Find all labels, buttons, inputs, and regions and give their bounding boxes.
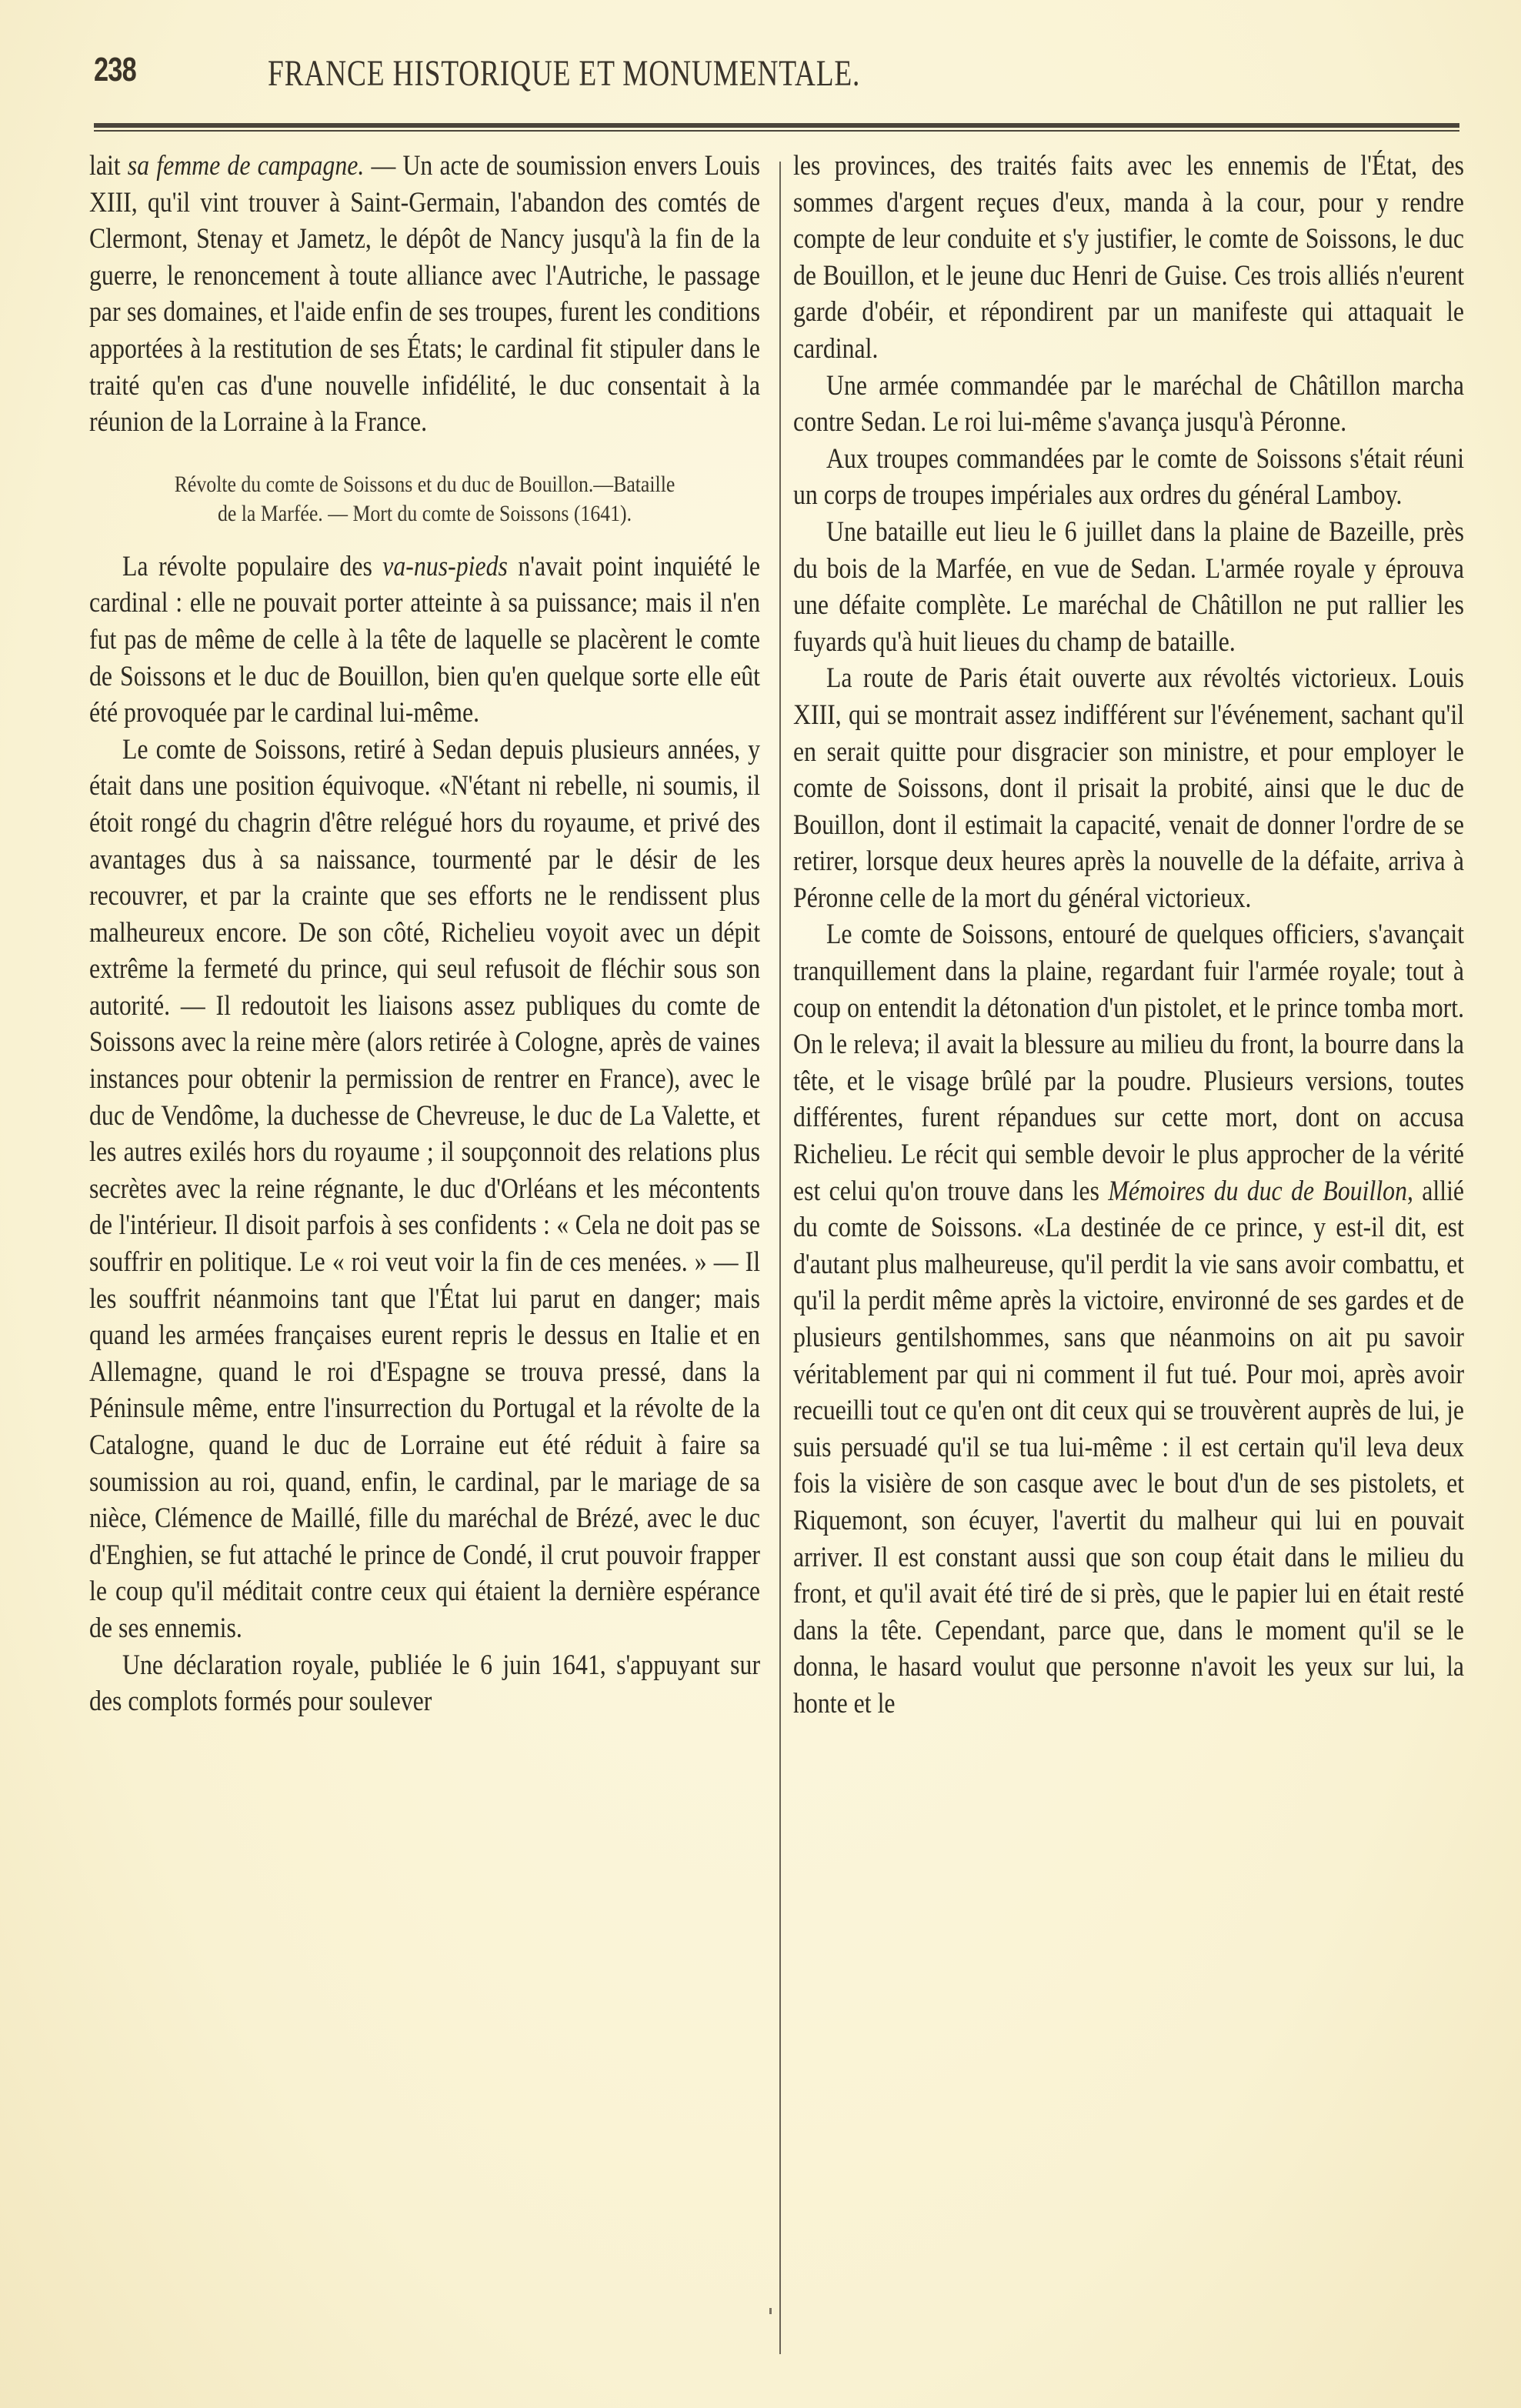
paragraph: Le comte de Soissons, retiré à Sedan depuis plusieurs années, y était dans une position équivoque. «N'étant ni rebelle, ni soumis, il étoit rongé du chagrin d'être relégué hors du royaume, et privé des avantages dus à sa naissance, tourmenté par le désir de les recouvrer, et par la crainte que ses efforts ne le rendissent plus malheureux encore. De son côté, Richelieu voyoit avec un dépit extrême la fermeté du prince, qui seul refusoit de fléchir sous son autorité. — Il redoutoit les liaisons assez publiques du comte de Soissons avec la reine mère (alors retirée à Cologne, après de vaines instances pour obtenir la permission de rentrer en France), avec le duc de Vendôme, la duchesse de Chevreuse, le duc de La Valette, et les autres exilés hors du royaume ; il soupçonnoit des relations plus secrètes avec la reine régnante, le duc d'Orléans et les mécontents de l'intérieur. Il disoit parfois à ses confidents : « Cela ne doit pas se souffrir en politique. Le « roi veut voir la fin de ces menées. » — Il les souffrit néanmoins tant que l'État lui parut en danger; mais quand les armées françaises eurent repris le dessus en Italie et en Allemagne, quand le roi d'Espagne se trouva pressé, dans la Péninsule même, entre l'insurrection du Portugal et la révolte de la Catalogne, quand le duc de Lorraine eut été réduit à faire sa soumission au roi, quand, enfin, le cardinal, par le mariage de sa nièce, Clémence de Maillé, fille du maréchal de Brézé, avec le duc d'Enghien, se fut attaché le prince de Condé, il crut pouvoir frapper le coup qu'il méditait contre ceux qui étaient la dernière espérance de ses ennemis.	[89, 733, 761, 1644]
column-divider	[779, 162, 781, 2354]
text-run: La révolte populaire des	[122, 550, 383, 582]
paragraph: Une armée commandée par le maréchal de Châtillon marcha contre Sedan. Le roi lui-même s'avança jusqu'à Péronne.	[793, 369, 1465, 439]
italic-phrase: va-nus-pieds	[382, 550, 508, 582]
header-rule	[94, 123, 1459, 132]
paragraph: les provinces, des traités faits avec les ennemis de l'État, des sommes d'argent reçues d'eux, manda à la cour, pour y rendre compte de leur conduite et s'y justifier, le comte de Soissons, le duc de Bouillon, et le jeune duc Henri de Guise. Ces trois alliés n'eurent garde d'obéir, et répondirent par un manifeste qui attaquait le cardinal.	[793, 150, 1465, 365]
section-heading-line: Révolte du comte de Soissons et du duc de Bouillon.—Bataille	[174, 471, 675, 497]
header-rule-thick	[94, 123, 1459, 128]
header-rule-thin	[94, 130, 1459, 132]
paragraph	[793, 916, 1464, 1722]
paragraph: Une déclaration royale, publiée le 6 juin 1641, s'appuyant sur des complots formés pour soulever	[89, 1649, 761, 1718]
running-title: FRANCE HISTORIQUE ET MONUMENTALE.	[268, 53, 861, 94]
left-column-text	[89, 148, 760, 1720]
text-run: n'avait point inquiété le cardinal : elle ne pouvait porter atteinte à sa puissance; mais il n'en fut pas de même de celle à la tête de laquelle se placèrent le comte de Soissons et le duc de Bouillon, bien qu'en quelque sorte elle eût été provoquée par le cardinal lui-même.	[89, 550, 761, 729]
text-run: Le comte de Soissons, entouré de quelques officiers, s'avançait tranquillement dans la plaine, regardant fuir l'armée royale; tout à coup on entendit la détonation d'un pistolet, et le prince tomba mort. On le releva; il avait la blessure au milieu du front, la bourre dans la tête, et le visage brûlé par la poudre. Plusieurs versions, toutes différentes, furent répandues sur cette mort, dont on accusa Richelieu. Le récit qui semble devoir le plus approcher de la vérité est celui qu'on trouve dans les	[793, 919, 1465, 1207]
page-number: 238	[94, 51, 136, 88]
paragraph: Aux troupes commandées par le comte de Soissons s'était réuni un corps de troupes impériales aux ordres du général Lamboy.	[793, 442, 1465, 512]
paragraph	[89, 148, 760, 441]
paragraph: Une bataille eut lieu le 6 juillet dans la plaine de Bazeille, près du bois de la Marfée, en vue de Sedan. L'armée royale y éprouva une défaite complète. Le maréchal de Châtillon ne put rallier les fuyards qu'à huit lieues du champ de bataille.	[793, 515, 1465, 658]
ink-mark	[769, 2308, 772, 2314]
right-column-text	[793, 148, 1464, 1723]
section-heading-line: de la Marfée. — Mort du comte de Soissons (1641).	[217, 500, 632, 526]
paragraph	[89, 549, 760, 732]
text-run: lait	[89, 150, 128, 182]
section-heading	[89, 470, 760, 529]
left-column	[89, 148, 760, 1720]
text-run: allié du comte de Soissons. «La destinée de ce prince, y est-il dit, est d'autant plus malheureuse, qu'il perdit la vie sans avoir combattu, et qu'il la perdit même après la victoire, environné de ses gardes et de plusieurs gentilshommes, sans que néanmoins on ait pu savoir véritablement par qui ni comment il fut tué. Pour moi, après avoir recueilli tout ce qu'en ont dit ceux qui se trouvèrent auprès de lui, je suis persuadé qu'il se tua lui-même : il est certain qu'il leva deux fois la visière de son casque avec le bout d'un de ses pistolets, et Riquemont, son écuyer, l'avertit du malheur qui lui en pouvait arriver. Il est constant aussi que son coup était dans le milieu du front, et qu'il avait été tiré de si près, que le papier lui en était resté dans la tête. Cependant, parce que, dans le moment qu'il se le donna, le hasard voulut que personne n'avoit les yeux sur lui, la honte et le	[793, 1175, 1465, 1719]
italic-phrase: Mémoires du duc de Bouillon,	[1108, 1175, 1413, 1207]
italic-phrase: sa femme de campagne.	[127, 150, 365, 182]
page-header	[94, 51, 1459, 105]
paragraph: La route de Paris était ouverte aux révoltés victorieux. Louis XIII, qui se montrait assez indifférent sur l'événement, sachant qu'il en serait quitte pour disgracier son ministre, et pour employer le comte de Soissons, dont il prisait la probité, ainsi que le duc de Bouillon, dont il estimait la capacité, venait de donner l'ordre de se retirer, lorsque deux heures après la nouvelle de la défaite, arriva à Péronne celle de la mort du général victorieux.	[793, 662, 1465, 914]
right-column	[793, 148, 1464, 1723]
text-run: — Un acte de soumission envers Louis XIII, qu'il vint trouver à Saint-Germain, l'abandon des comtés de Clermont, Stenay et Jametz, le dépôt de Nancy jusqu'à la fin de la guerre, le renoncement à toute alliance avec l'Autriche, le passage par ses domaines, et l'aide enfin de ses troupes, furent les conditions apportées à la restitution de ses États; le cardinal fit stipuler dans le traité qu'en cas d'une nouvelle infidélité, le duc consentait à la réunion de la Lorraine à la France.	[89, 150, 761, 439]
